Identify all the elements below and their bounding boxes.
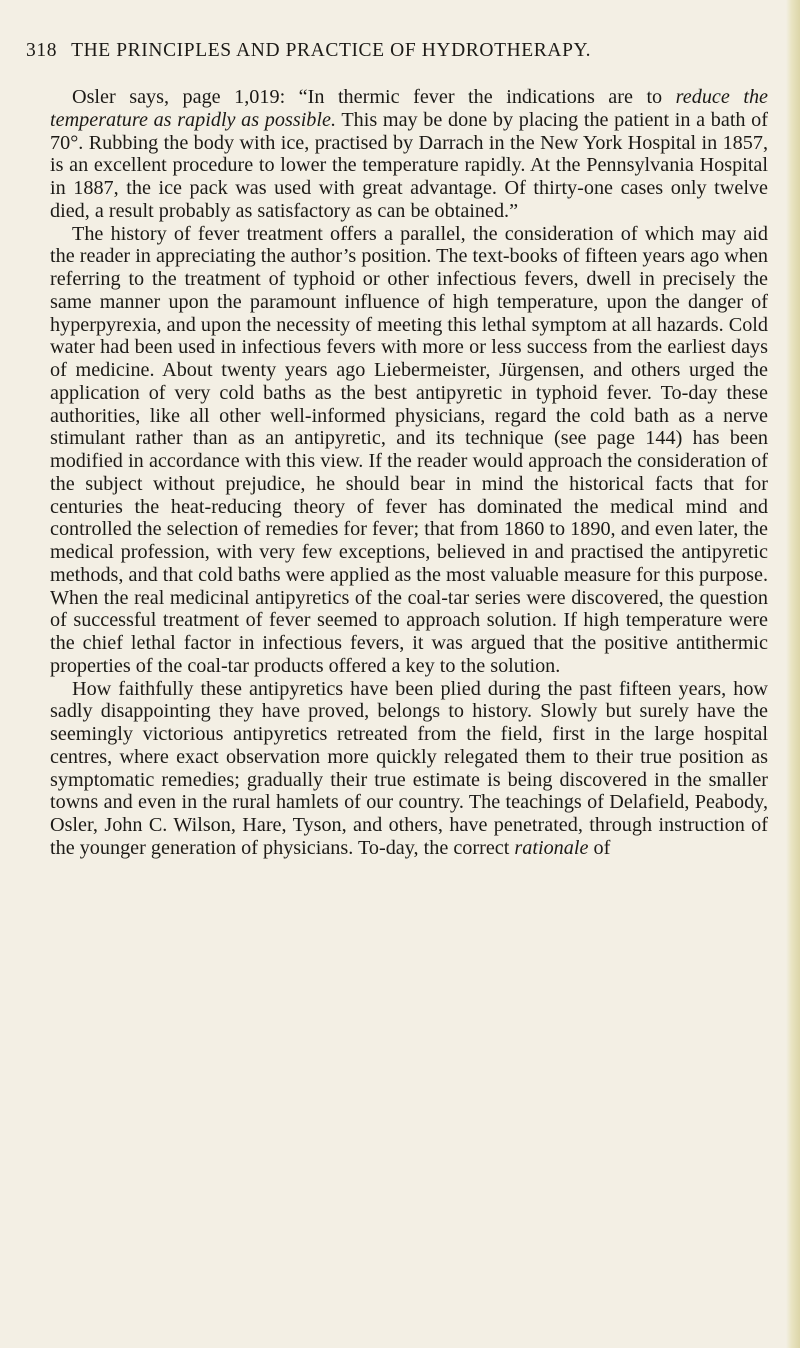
paragraph-3-italic: rationale — [514, 836, 589, 859]
running-title: THE PRINCIPLES AND PRACTICE OF HYDROTHERAPY. — [71, 40, 592, 61]
paragraph-antipyretics — [50, 678, 768, 860]
paragraph-1-end: This may be done by placing the patient in a bath of 70°. Rubbing the body with ice, practised by Darrach in the New York Hospital in 1857, is an excellent procedure to lower the temperature rapidly. At the Pennsylvania Hospital in 1887, the ice pack was used with great advantage. Of thirty-one cases only twelve died, a result probably as satisfactory as can be obtained.” — [50, 108, 768, 222]
page-edge — [786, 0, 800, 1348]
paragraph-fever-history: The history of fever treatment offers a parallel, the consideration of which may aid the reader in appreciating the author’s position. The text-books of fifteen years ago when referring to the treatment of typhoid or other infectious fevers, dwell in precisely the same manner upon the paramount influence of high temperature, upon the danger of hyperpyrexia, and upon the necessity of meeting this lethal symptom at all hazards. Cold water had been used in infectious fevers with more or less success from the earliest days of medicine. About twenty years ago Liebermeister, Jürgensen, and others urged the application of very cold baths as the best antipyretic in typhoid fever. To-day these authorities, like all other well-informed physicians, regard the cold bath as a nerve stimulant rather than as an antipyretic, and its technique (see page 144) has been modified in accordance with this view. If the reader would approach the consideration of the subject without prejudice, he should bear in mind the historical facts that for centuries the heat-reducing theory of fever has dominated the medical mind and controlled the selection of remedies for fever; that from 1860 to 1890, and even later, the medical profession, with very few exceptions, believed in and practised the antipyretic methods, and that cold baths were applied as the most valuable measure for this purpose. When the real medicinal antipyretics of the coal-tar series were discovered, the question of successful treatment of fever seemed to approach solution. If high temperature were the chief lethal factor in infectious fevers, it was argued that the positive antithermic properties of the coal-tar products offered a key to the solution. — [50, 222, 768, 677]
paragraph-3-end: of — [588, 836, 611, 859]
running-header — [26, 40, 766, 74]
page-number: 318 — [26, 40, 58, 61]
paragraph-3-start: How faithfully these antipyretics have been plied during the past fifteen years, how sadly disappointing they have proved, belongs to history. Slowly but surely have the seemingly victorious antipyretics retreated from the field, first in the large hospital centres, where exact observation more quickly relegated them to their true position as symptomatic remedies; gradually their true estimate is being discovered in the smaller towns and even in the rural hamlets of our country. The teachings of Delafield, Peabody, Osler, John C. Wilson, Hare, Tyson, and others, have penetrated, through instruction of the younger generation of physicians. To-day, the correct — [50, 677, 768, 859]
body-text — [50, 86, 768, 860]
paragraph-1-start: Osler says, page 1,019: “In thermic fever the indications are to — [72, 86, 676, 108]
paragraph-1-italic: reduce the temperature as rapidly as possible. — [50, 86, 768, 131]
paragraph-osler-quote — [50, 86, 768, 223]
